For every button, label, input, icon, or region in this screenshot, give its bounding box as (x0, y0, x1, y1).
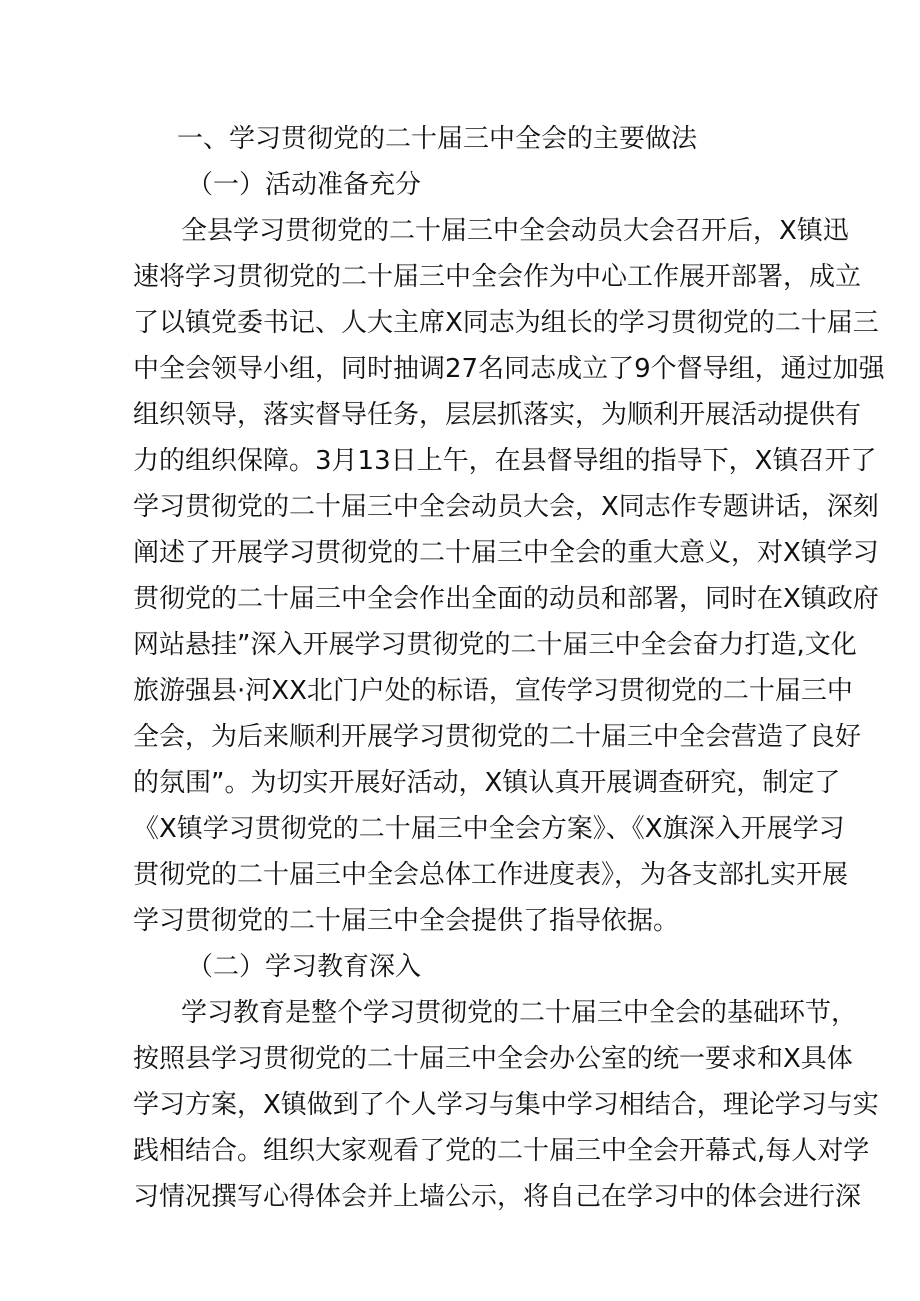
paragraph-line: 组织领导，落实督导任务，层层抓落实，为顺利开展活动提供有 (133, 400, 862, 430)
paragraph-line: 速将学习贯彻党的二十届三中全会作为中心工作展开部署，成立 (133, 262, 862, 292)
document-body (133, 116, 885, 1220)
paragraph-line: 中全会领导小组，同时抽调27名同志成立了9个督导组，通过加强 (133, 354, 885, 384)
paragraph-line: 全县学习贯彻党的二十届三中全会动员大会召开后，X镇迅 (181, 216, 849, 246)
paragraph-line: 学习贯彻党的二十届三中全会动员大会，X同志作专题讲话，深刻 (133, 492, 879, 522)
paragraph-line: 贯彻党的二十届三中全会总体工作进度表》，为各支部扎实开展 (133, 860, 849, 890)
paragraph-line-last: 学习贯彻党的二十届三中全会提供了指导依据。 (133, 906, 680, 936)
paragraph-line: 网站悬挂”深入开展学习贯彻党的二十届三中全会奋力打造,文化 (133, 630, 857, 660)
paragraph-line: 学习方案，X镇做到了个人学习与集中学习相结合，理论学习与实 (133, 1090, 879, 1120)
paragraph-line: 旅游强县·河XX北门户处的标语，宣传学习贯彻党的二十届三中 (133, 676, 853, 706)
paragraph-line: 学习教育是整个学习贯彻党的二十届三中全会的基础环节， (181, 998, 858, 1028)
paragraph-line: 《X镇学习贯彻党的二十届三中全会方案》、《X旗深入开展学习 (133, 814, 845, 844)
paragraph-line: 全会，为后来顺利开展学习贯彻党的二十届三中全会营造了良好 (133, 722, 862, 752)
paragraph-line: 践相结合。组织大家观看了党的二十届三中全会开幕式,每人对学 (133, 1136, 870, 1166)
paragraph-line: 的氛围”。为切实开展好活动，X镇认真开展调查研究，制定了 (133, 768, 841, 798)
paragraph-line: 按照县学习贯彻党的二十届三中全会办公室的统一要求和X具体 (133, 1044, 853, 1074)
section2-paragraph (133, 990, 879, 1220)
section-heading-main: 一、学习贯彻党的二十届三中全会的主要做法 (177, 124, 698, 154)
paragraph-line: 力的组织保障。3月13日上午，在县督导组的指导下，X镇召开了 (133, 446, 877, 476)
section1-paragraph (133, 208, 885, 944)
section2-heading: （二）学习教育深入 (187, 952, 422, 982)
paragraph-line: 了以镇党委书记、人大主席X同志为组长的学习贯彻党的二十届三 (133, 308, 879, 338)
section1-heading: （一）活动准备充分 (187, 170, 422, 200)
paragraph-line: 阐述了开展学习贯彻党的二十届三中全会的重大意义，对X镇学习 (133, 538, 879, 568)
paragraph-line: 习情况撰写心得体会并上墙公示，将自己在学习中的体会进行深 (133, 1182, 862, 1212)
paragraph-line: 贯彻党的二十届三中全会作出全面的动员和部署，同时在X镇政府 (133, 584, 879, 614)
